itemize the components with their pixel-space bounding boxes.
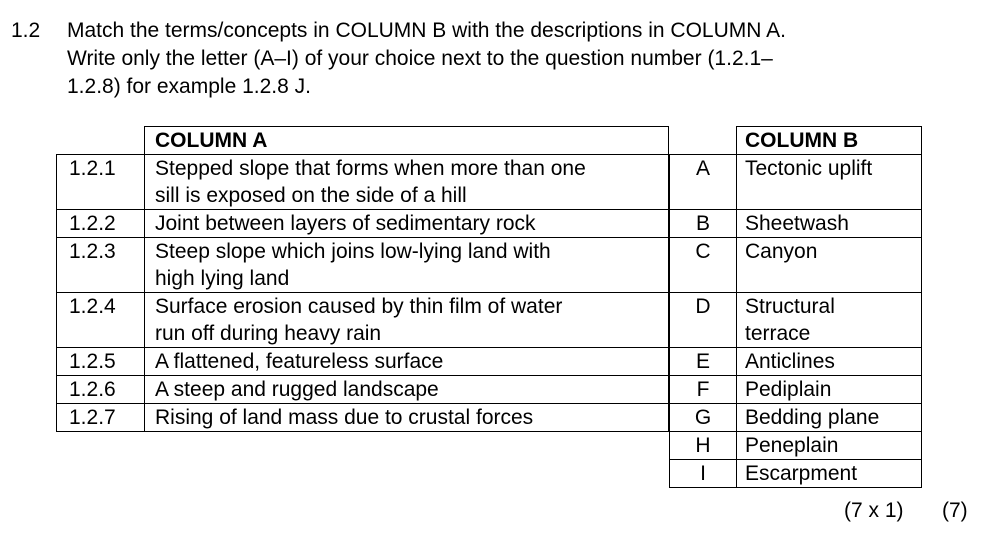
instruction-line: Write only the letter (A–I) of your choice next to the question number (1.2.1– [67, 47, 773, 70]
term-cell [737, 293, 922, 348]
table-row [57, 155, 669, 210]
term-cell [737, 432, 922, 460]
term-line: Bedding plane [745, 406, 880, 429]
term-cell [737, 210, 922, 238]
table-row [670, 404, 922, 432]
table-row [57, 210, 669, 238]
question-item-number: 1.2.4 [57, 293, 145, 348]
term-line [745, 265, 921, 292]
option-letter: A [670, 155, 737, 210]
question-number: 1.2 [11, 19, 41, 42]
term-cell [737, 376, 922, 404]
option-letter: E [670, 348, 737, 376]
instruction-line: Match the terms/concepts in COLUMN B with the descriptions in COLUMN A. [67, 19, 786, 42]
description-cell [145, 376, 669, 404]
description-line: Stepped slope that forms when more than one [155, 157, 586, 180]
column-a-table [56, 126, 669, 432]
table-row [57, 404, 669, 432]
table-row [670, 460, 922, 488]
description-line: Joint between layers of sedimentary rock [155, 212, 536, 235]
description-cell [145, 404, 669, 432]
column-b-header-row [670, 127, 922, 155]
term-line: Pediplain [745, 378, 832, 401]
term-cell [737, 404, 922, 432]
term-cell [737, 348, 922, 376]
table-row [57, 238, 669, 293]
table-row [670, 293, 922, 348]
description-line: Steep slope which joins low-lying land with [155, 240, 551, 263]
option-letter: I [670, 460, 737, 488]
table-row [57, 348, 669, 376]
option-letter: H [670, 432, 737, 460]
question-item-number: 1.2.6 [57, 376, 145, 404]
description-line: Surface erosion caused by thin film of water [155, 295, 563, 318]
option-letter: G [670, 404, 737, 432]
column-a-header: COLUMN A [145, 127, 669, 155]
term-line: Canyon [745, 240, 818, 263]
table-row [57, 293, 669, 348]
question-item-number: 1.2.2 [57, 210, 145, 238]
table-row [670, 210, 922, 238]
table-row [670, 432, 922, 460]
term-line: Peneplain [745, 434, 839, 457]
instruction-line: 1.2.8) for example 1.2.8 J. [67, 75, 311, 98]
description-line: Rising of land mass due to crustal forces [155, 406, 534, 429]
description-line: high lying land [155, 267, 290, 290]
column-a-header-row [57, 127, 669, 155]
description-cell [145, 293, 669, 348]
description-line: A flattened, featureless surface [155, 350, 444, 373]
term-line: terrace [745, 322, 811, 345]
description-cell [145, 155, 669, 210]
blank-header-cell [57, 127, 145, 155]
table-row [670, 155, 922, 210]
option-letter: F [670, 376, 737, 404]
term-line: Sheetwash [745, 212, 849, 235]
description-line: A steep and rugged landscape [155, 378, 439, 401]
table-row [670, 348, 922, 376]
option-letter: D [670, 293, 737, 348]
question-item-number: 1.2.3 [57, 238, 145, 293]
marks-breakdown: (7 x 1) [844, 499, 904, 522]
term-line: Escarpment [745, 462, 858, 485]
question-item-number: 1.2.1 [57, 155, 145, 210]
term-cell [737, 460, 922, 488]
description-cell [145, 238, 669, 293]
description-cell [145, 348, 669, 376]
term-cell [737, 155, 922, 210]
question-item-number: 1.2.7 [57, 404, 145, 432]
table-row [670, 238, 922, 293]
option-letter: B [670, 210, 737, 238]
table-row [670, 376, 922, 404]
term-line [745, 182, 921, 209]
term-cell [737, 238, 922, 293]
blank-header-cell [670, 127, 737, 155]
term-line: Structural [745, 295, 835, 318]
column-b-header: COLUMN B [737, 127, 922, 155]
term-line: Tectonic uplift [745, 157, 873, 180]
column-b-table [669, 126, 922, 488]
marks-total: (7) [942, 499, 968, 522]
term-line: Anticlines [745, 350, 835, 373]
question-instructions [67, 17, 967, 101]
description-line: sill is exposed on the side of a hill [155, 184, 467, 207]
table-row [57, 376, 669, 404]
option-letter: C [670, 238, 737, 293]
question-item-number: 1.2.5 [57, 348, 145, 376]
description-cell [145, 210, 669, 238]
description-line: run off during heavy rain [155, 322, 382, 345]
